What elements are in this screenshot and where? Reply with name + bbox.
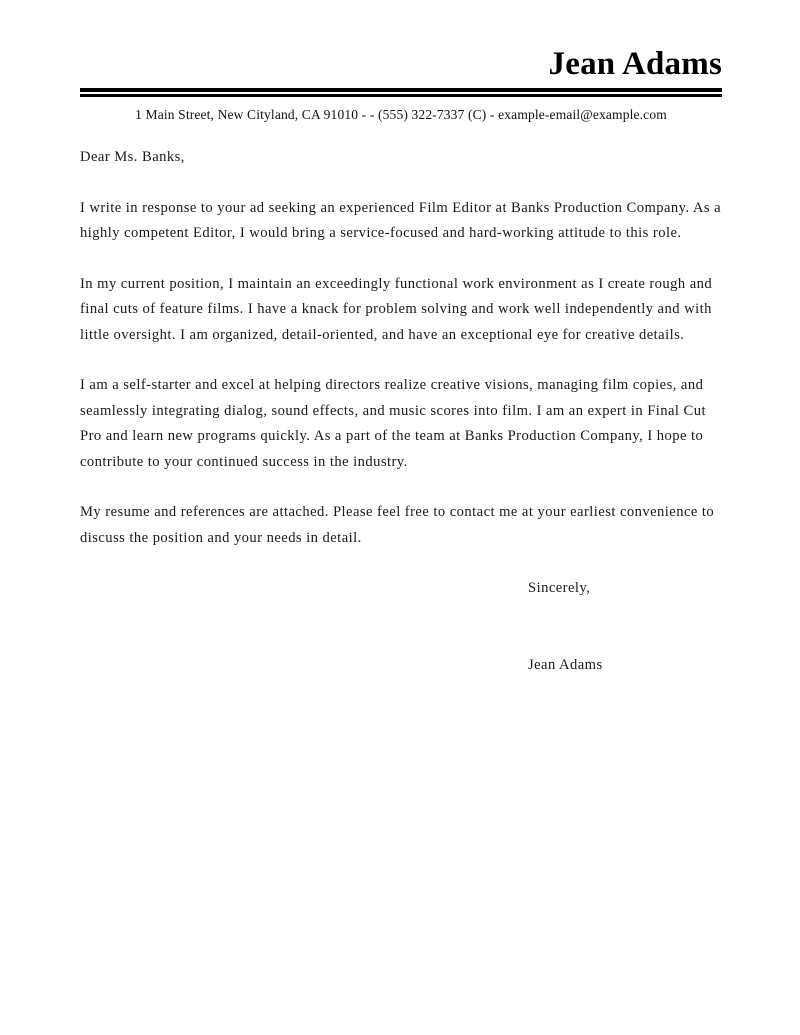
body-paragraph-1: I write in response to your ad seeking an experienced Film Editor at Banks Production Company. As a highly competent Editor, I would bring a service-focused and hard-working attitude to this role. [80, 199, 722, 242]
body-paragraph-3: I am a self-starter and excel at helping directors realize creative visions, managing film copies, and seamlessly integrating dialog, sound effects, and music scores into film. I am an expert in Final Cut Pro and learn new programs quickly. As a part of the team at Banks Production Company, I hope to contribute to your continued success in the industry. [80, 377, 706, 470]
contact-info: 1 Main Street, New Cityland, CA 91010 - - (555) 322-7337 (C) - example-email@example.com [135, 107, 667, 122]
document-content [80, 0, 722, 678]
letter-body [80, 145, 722, 551]
signature-closing: Sincerely, [528, 580, 591, 597]
letterhead-header [80, 0, 722, 123]
header-double-rule [80, 88, 722, 97]
signature-name: Jean Adams [528, 656, 603, 673]
rule-thin [80, 94, 722, 97]
body-paragraph-2: In my current position, I maintain an exceedingly functional work environment as I create rough and final cuts of feature films. I have a knack for problem solving and work well independently and with little oversight. I am organized, detail-oriented, and have an exceptional eye for creative details. [80, 275, 713, 343]
page-title: Jean Adams [548, 46, 722, 82]
salutation: Dear Ms. Banks, [80, 149, 185, 166]
signature-block [80, 576, 722, 678]
body-paragraph-4: My resume and references are attached. Please feel free to contact me at your earliest convenience to discuss the position and your needs in detail. [80, 504, 715, 546]
